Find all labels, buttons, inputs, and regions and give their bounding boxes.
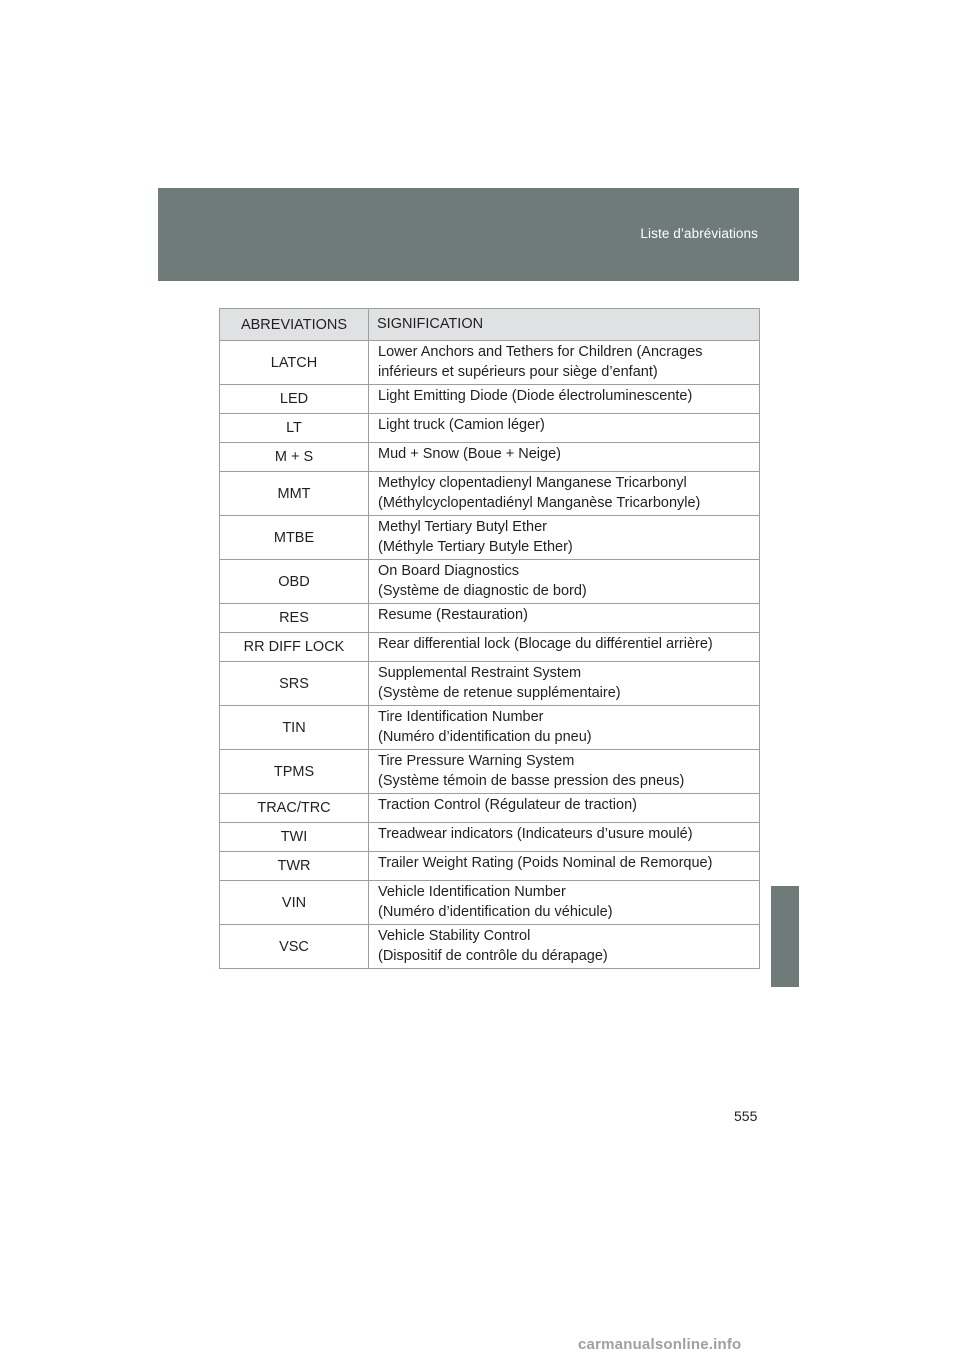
abbreviation-cell: LATCH xyxy=(220,341,369,385)
table-row xyxy=(220,662,760,706)
signification-cell xyxy=(369,472,760,516)
table-row xyxy=(220,516,760,560)
table-row xyxy=(220,604,760,633)
signification-cell xyxy=(369,604,760,633)
abbreviation-cell: OBD xyxy=(220,560,369,604)
signification-cell xyxy=(369,881,760,925)
signification-line-2: (Numéro d’identification du véhicule) xyxy=(378,903,613,920)
signification-line-1: Supplemental Restraint System xyxy=(378,665,582,681)
section-title: Liste d’abréviations xyxy=(640,226,758,241)
signification-cell xyxy=(369,706,760,750)
abbreviations-table xyxy=(219,308,760,969)
table-body xyxy=(220,341,760,969)
column-header-signification: SIGNIFICATION xyxy=(369,309,760,341)
signification-cell xyxy=(369,750,760,794)
watermark-text: carmanualsonline.info xyxy=(578,1336,742,1353)
header-bar xyxy=(158,188,799,281)
abbreviation-cell: TWR xyxy=(220,852,369,881)
table-row xyxy=(220,706,760,750)
table-row xyxy=(220,443,760,472)
table-row xyxy=(220,794,760,823)
signification-line-1: Light Emitting Diode (Diode électroluminescente) xyxy=(378,388,693,404)
table-row xyxy=(220,852,760,881)
table-row xyxy=(220,750,760,794)
column-header-abbreviations: ABREVIATIONS xyxy=(220,309,369,341)
table-row xyxy=(220,385,760,414)
signification-cell xyxy=(369,385,760,414)
signification-line-1: Traction Control (Régulateur de traction) xyxy=(378,797,637,813)
abbreviation-cell: VSC xyxy=(220,925,369,969)
abbreviation-cell: VIN xyxy=(220,881,369,925)
signification-cell xyxy=(369,516,760,560)
abbreviation-cell: MTBE xyxy=(220,516,369,560)
signification-line-1: Rear differential lock (Blocage du différentiel arrière) xyxy=(378,636,713,652)
table-row xyxy=(220,341,760,385)
signification-cell xyxy=(369,633,760,662)
abbreviation-cell: RES xyxy=(220,604,369,633)
abbreviation-cell: LT xyxy=(220,414,369,443)
table-row xyxy=(220,823,760,852)
signification-line-1: Tire Pressure Warning System xyxy=(378,753,575,769)
signification-line-2: (Système de retenue supplémentaire) xyxy=(378,684,621,701)
abbreviation-cell: M + S xyxy=(220,443,369,472)
page-number: 555 xyxy=(734,1108,758,1124)
signification-cell xyxy=(369,341,760,385)
table-row xyxy=(220,881,760,925)
signification-line-1: Lower Anchors and Tethers for Children (Ancrages xyxy=(378,344,703,360)
signification-line-1: On Board Diagnostics xyxy=(378,563,520,579)
abbreviation-cell: TIN xyxy=(220,706,369,750)
signification-line-1: Methylcy clopentadienyl Manganese Tricarbonyl xyxy=(378,475,687,491)
signification-cell xyxy=(369,443,760,472)
signification-line-1: Methyl Tertiary Butyl Ether xyxy=(378,519,547,535)
signification-line-1: Resume (Restauration) xyxy=(378,607,528,623)
signification-cell xyxy=(369,662,760,706)
abbreviation-cell: RR DIFF LOCK xyxy=(220,633,369,662)
signification-cell xyxy=(369,823,760,852)
signification-cell xyxy=(369,560,760,604)
table-header-row xyxy=(220,309,760,341)
signification-line-1: Light truck (Camion léger) xyxy=(378,417,545,433)
abbreviation-cell: TRAC/TRC xyxy=(220,794,369,823)
table-row xyxy=(220,633,760,662)
signification-cell xyxy=(369,794,760,823)
abbreviation-cell: SRS xyxy=(220,662,369,706)
signification-line-2: (Système témoin de basse pression des pneus) xyxy=(378,772,685,789)
signification-line-1: Trailer Weight Rating (Poids Nominal de Remorque) xyxy=(378,855,713,871)
signification-line-2: (Méthyle Tertiary Butyle Ether) xyxy=(378,538,573,555)
abbreviation-cell: TPMS xyxy=(220,750,369,794)
signification-cell xyxy=(369,925,760,969)
signification-line-2: (Méthylcyclopentadiényl Manganèse Tricarbonyle) xyxy=(378,494,701,511)
abbreviation-cell: LED xyxy=(220,385,369,414)
signification-line-2: inférieurs et supérieurs pour siège d’enfant) xyxy=(378,363,658,380)
table-row xyxy=(220,414,760,443)
signification-line-2: (Dispositif de contrôle du dérapage) xyxy=(378,947,608,964)
abbreviation-cell: TWI xyxy=(220,823,369,852)
chapter-side-tab xyxy=(771,886,799,987)
signification-line-1: Vehicle Identification Number xyxy=(378,884,566,900)
table-row xyxy=(220,560,760,604)
signification-line-1: Vehicle Stability Control xyxy=(378,928,531,944)
signification-line-2: (Numéro d’identification du pneu) xyxy=(378,728,592,745)
signification-line-1: Treadwear indicators (Indicateurs d’usure moulé) xyxy=(378,826,693,842)
signification-line-1: Tire Identification Number xyxy=(378,709,544,725)
signification-line-2: (Système de diagnostic de bord) xyxy=(378,582,587,599)
table-row xyxy=(220,925,760,969)
signification-cell xyxy=(369,414,760,443)
table-row xyxy=(220,472,760,516)
signification-line-1: Mud + Snow (Boue + Neige) xyxy=(378,446,561,462)
signification-cell xyxy=(369,852,760,881)
abbreviation-cell: MMT xyxy=(220,472,369,516)
